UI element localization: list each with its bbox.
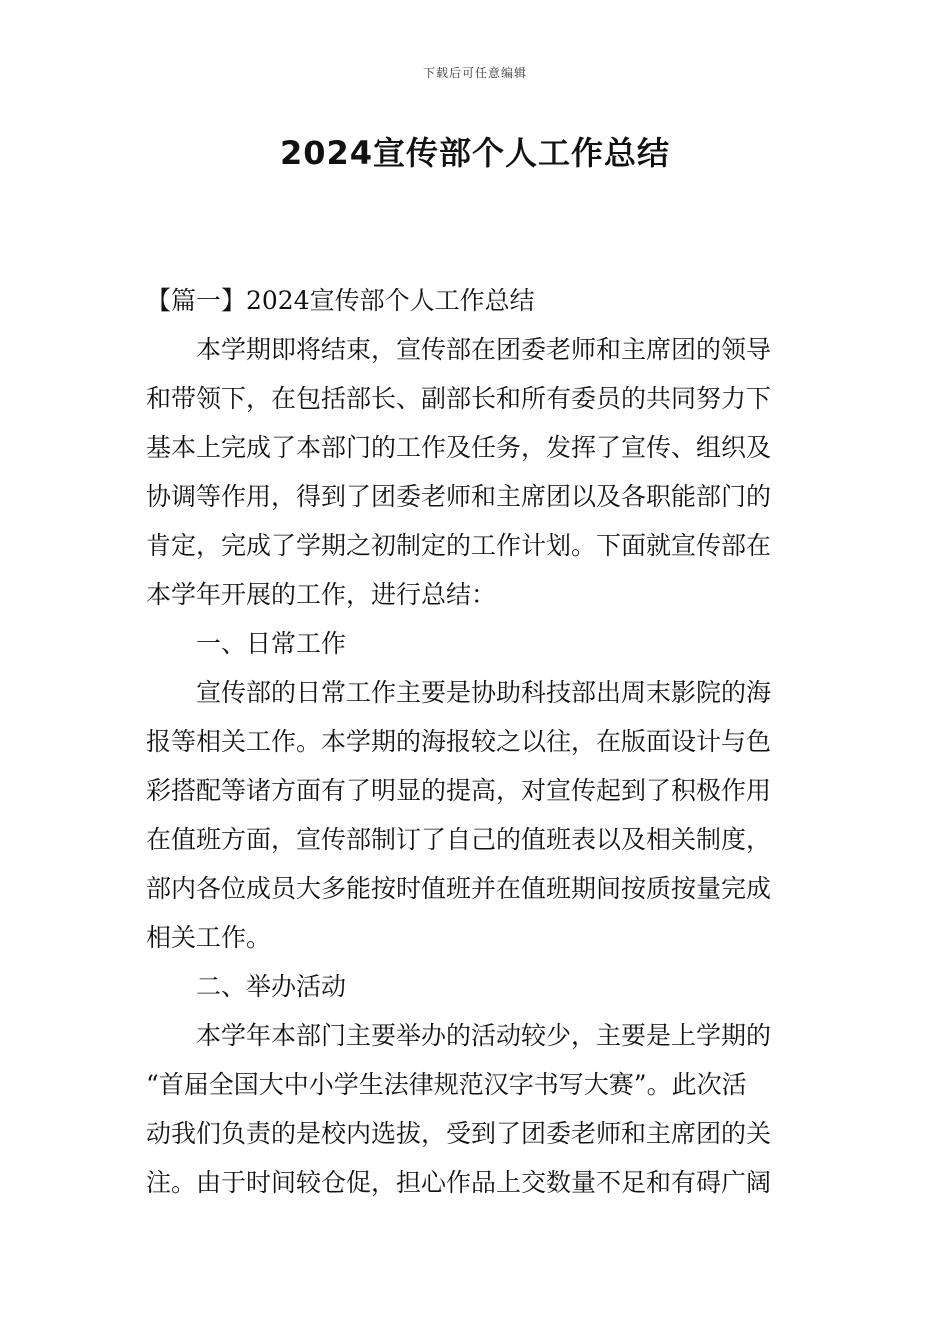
paragraph-line: 相关工作。	[146, 923, 272, 952]
paragraph-line: 本学年本部门主要举办的活动较少，主要是上学期的	[196, 1021, 772, 1050]
paragraph-line: 本学期即将结束，宣传部在团委老师和主席团的领导	[196, 335, 772, 364]
section-heading: 【篇一】2024宣传部个人工作总结	[146, 286, 535, 315]
paragraph-line: 部内各位成员大多能按时值班并在值班期间按质按量完成	[146, 874, 772, 903]
paragraph-line: 在值班方面，宣传部制订了自己的值班表以及相关制度，	[146, 825, 772, 854]
subsection-heading: 一、日常工作	[196, 629, 347, 658]
document-body	[146, 276, 810, 1207]
paragraph-line: 彩搭配等诸方面有了明显的提高，对宣传起到了积极作用	[146, 776, 772, 805]
document-title: 2024宣传部个人工作总结	[279, 134, 671, 172]
paragraph-line: 协调等作用，得到了团委老师和主席团以及各职能部门的	[146, 482, 772, 511]
paragraph-line: 宣传部的日常工作主要是协助科技部出周末影院的海	[196, 678, 772, 707]
paragraph-line: 肯定，完成了学期之初制定的工作计划。下面就宣传部在	[146, 531, 772, 560]
subsection-heading: 二、举办活动	[196, 972, 347, 1001]
paragraph-line: 报等相关工作。本学期的海报较之以往，在版面设计与色	[146, 727, 772, 756]
paragraph-line: 注。由于时间较仓促，担心作品上交数量不足和有碍广阔	[146, 1168, 772, 1197]
header-note: 下载后可任意编辑	[422, 66, 527, 80]
paragraph-line: 基本上完成了本部门的工作及任务，发挥了宣传、组织及	[146, 433, 772, 462]
paragraph-line: 和带领下，在包括部长、副部长和所有委员的共同努力下	[146, 384, 772, 413]
paragraph-line: 动我们负责的是校内选拔，受到了团委老师和主席团的关	[146, 1119, 772, 1148]
paragraph-line: “首届全国大中小学生法律规范汉字书写大赛”。此次活	[146, 1070, 747, 1099]
paragraph-line: 本学年开展的工作，进行总结：	[146, 580, 497, 609]
